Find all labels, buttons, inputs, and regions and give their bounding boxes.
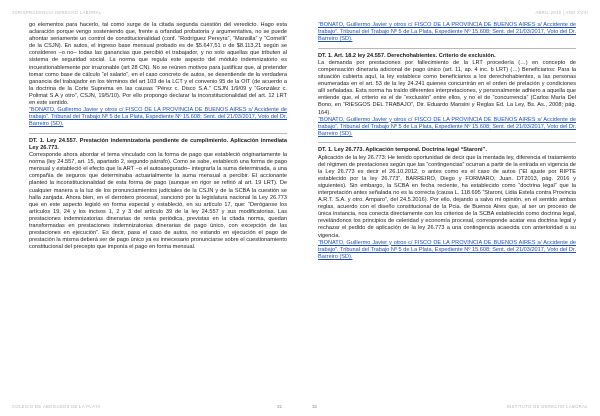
section-divider	[318, 48, 576, 49]
section-divider	[29, 133, 287, 134]
case-citation-link[interactable]: “BONATO, Guillermo Javier y otros c/ FISCO DE LA PROVINCIA DE BUENOS AIRES s/ Accidente de trabajo”. Tribunal del Trabajo Nº 5 de La Plata, Expediente Nº 15.608; Sent. del 21/03/2017, Voto del Dr. Barreiro (SD).	[29, 107, 287, 128]
running-header-left: JURISPRUDENCIA DERECHO LABORAL	[12, 10, 102, 15]
right-page-column	[318, 22, 576, 261]
section-heading: DT. 1. Ley 26.773. Aplicación temporal. Doctrina legal “Staroni”.	[318, 147, 487, 154]
case-citation-link[interactable]: “BONATO, Guillermo Javier y otros c/ FISCO DE LA PROVINCIA DE BUENOS AIRES s/ Accidente de trabajo”. Tribunal del Trabajo Nº 5 de La Plata, Expediente Nº 15.608; Sent. del 21/03/2017, Voto del Dr. Barreiro (SD).	[318, 116, 576, 137]
paragraph: Aplicación de la ley 26.773: He tenido oportunidad de decir que la mentada ley, diferencia el tratamiento del régimen de prestaciones según que las “contingencias” ocurran a partir de la entrada en vigencia de la Ley 26.773 es decir el 26.10.2012, o antes como es el caso de autos (“El ajuste por RIPTE establecido por la ley 26.773”, BARREIRO, Diego y FORMARO, Juan. DT2013, pág. 2016 y siguientes). Sin embargo, la SCBA en fecha reciente, ha establecido como “doctrina legal” que la interpretación antes señalada no es la correcta (causa L. 118.695 “Staroni, Lidia Estela contra Provincia A.R.T. S.A. y otro. Amparo”, del 24.5.2016). Por ello, dejando a salvo mi opinión, en el sentido ambas reglas, acuerdo con el diseño constitucional de la Pcia. de Buenos Aires que, al ser un proceso de única instancia, nos conecta directamente con los criterios de la SCBA establecido como doctrina legal, revelándonos los principios de celeridad y economía procesal, corresponde acatar esa doctrina legal y rechazar el pedido de aplicación de la ley 26.773 a una contingencia acaecida con anterioridad a su vigencia.	[318, 154, 576, 239]
case-citation-link[interactable]: “BONATO, Guillermo Javier y otros c/ FISCO DE LA PROVINCIA DE BUENOS AIRES s/ Accidente de trabajo”. Tribunal del Trabajo Nº 5 de La Plata, Expediente Nº 15.608; Sent. del 21/03/2017, Voto del Dr. Barreiro (SD).	[318, 22, 576, 43]
case-citation-link[interactable]: “BONATO, Guillermo Javier y otros c/ FISCO DE LA PROVINCIA DE BUENOS AIRES s/ Accidente de trabajo”. Tribunal del Trabajo Nº 5 de La Plata, Expediente Nº 15.608; Sent. del 21/03/2017, Voto del Dr. Barreiro (SD).	[318, 239, 576, 260]
section-divider	[318, 142, 576, 143]
section-heading: DT. 1. Art. 18.2 ley 24.557. Derechohabientes. Criterio de exclusión.	[318, 52, 496, 59]
paragraph: La demanda por prestaciones por fallecimiento de la LRT procedería (…) en concepto de compensación dineraria adicional de pago único (art. 11, ap. 4 inc. b LRT) (…) Beneficiarios: Para la situación cubierta aquí, la ley establece como beneficiarios a los derechohabientes, a las personas enumeradas en el art. 53 de la ley 24.241 quienes concurrirán en el orden de prelación y condiciones allí señaladas. Esta norma ha traído diferentes interpretaciones, y personalmente adhiero a aquella que entiende que, el criterio es el de “exclusión” entre ellos, y no el de “concurrencia” (Carlos María Del Bono, en “RIESGOS DEL TRABAJO”, Dir. Eduardo Mansini y Reglas Ed. La Ley, Bs. As., 2008; pág. 164).	[318, 59, 576, 116]
paragraph: go elementos para hacerlo, tal como surge de la citada segunda cuestión del veredicto. Hago esta aclaración porque vengo sosteniendo que, frente a orfandad probatoria y argumentativa, no se puede afrontar seriamente un control de constitucionalidad (conf. “Rodríguez Pereyra”, “Mansilla” y “Cornelli” de la CSJN). En autos, el ingreso base mensual probado es de $5.647,51 o de $8.113,21 según se consideren –o no– todas las ganancias que percibió el trabajador, y no solo aquellas que tributen al sistema de seguridad social. La norma que regula este aspecto del módulo indemnizatorio es incuestionablemente por irrazonable (art 28 CN). No se reúnen motivos para justificar que, al pretender tomar como base de cálculo “el salario”, en el caso concreto de autos, se desentiende de la verdadera ganancia del trabajador en los términos del art 103 de la LCT y el convenio 95 de la OIT (de acuerdo a la doctrina de la Corte Suprema en las causas “Pérez c. Disco S.A.” CSJN 1/9/09 y “González c. Polimat S.A y otro”, CSJN, 19/5/10). Por ello propongo declarar la inconstitucionalidad del art. 12 LRT en este sentido.	[29, 22, 287, 107]
page-number-left: 31	[277, 404, 283, 409]
paragraph: Corresponde ahora abordar el tema vinculado con la forma de pago que estableció originariamente la norma (ley 24.557, art. 15, apartado 2, segundo párrafo). Como se sabe, estableció una forma de pago mensual y estableció el efecto que la ART –o el autoasegurado– integraría la suma determinada, a una compañía de seguros que determinaba actuarialmente la suma mensual a percibir. El accionante planteó la inconstitucionalidad de esta forma de pago (aunque en rigor se refirió al art. 19 LRT). De cualquier manera a la luz de los pronunciamientos judiciales de la CSJN y de la SCBA la cuestión se halla zanjada. Ahora bien, en el derrotero procesal, sancionó por la legislatura nacional la Ley 26.773 que en este aspecto legisló en forma especial y estableció, en su artículo 17, que: “Deróganse los artículos 19, 24 y los incisos 1, 2 y 3 del artículo 39 de la ley 24.557 y sus modificatorias. Las prestaciones indemnizatorias dinerarias de renta periódica, previstas en la citada norma, quedan transformadas en prestaciones indemnizatorias dinerarias de pago único, con excepción de las prestaciones en ejecución”. Es decir, pasa el caso de autos, no estando en ejecución el pago de prestación la misma deberá ser de pago único ya es innecesario pronunciarse sobre el cuestionamiento constitucional del precepto que imponía el pago en forma mensual.	[29, 152, 287, 251]
running-header-right: ABRIL 2018 | AÑO XVIII	[535, 10, 588, 15]
running-footer-right: INSTITUTO DE DERECHO LABORAL	[506, 404, 588, 409]
left-page-column	[29, 22, 287, 251]
running-footer-left: COLEGIO DE ABOGADOS DE LA PLATA	[12, 404, 101, 409]
section-heading: DT. 1. Ley 24.557. Prestación indemnizatoria pendiente de cumplimiento. Aplicación inmediata Ley 26.773.	[29, 137, 287, 151]
page-number-right: 32	[312, 404, 318, 409]
